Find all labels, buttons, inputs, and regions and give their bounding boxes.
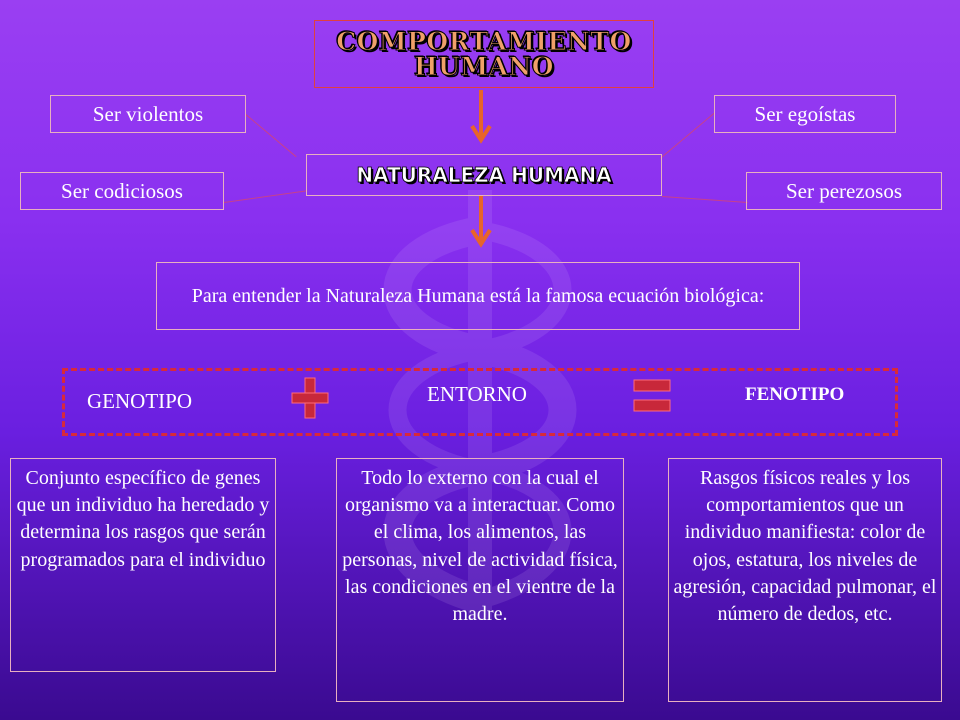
title-line-1: COMPORTAMIENTO [336, 27, 632, 56]
naturaleza-humana-box: NATURALEZA HUMANA [306, 154, 662, 196]
equation-intro-box: Para entender la Naturaleza Humana está la famosa ecuación biológica: [156, 262, 800, 330]
trait-egoistas: Ser egoístas [714, 95, 896, 133]
fenotipo-description: Rasgos físicos reales y los comportamientos que un individuo manifiesta: color de ojos, estatura, los niveles de agresión, capacidad pulmonar, el número de dedos, etc. [668, 458, 942, 702]
arrow-down-icon [470, 90, 492, 146]
plus-icon [290, 376, 330, 420]
genotipo-description: Conjunto específico de genes que un individuo ha heredado y determina los rasgos que serán programados para el individuo [10, 458, 276, 672]
trait-codiciosos: Ser codiciosos [20, 172, 224, 210]
connector-violentos [245, 114, 296, 157]
title-line-2: HUMANO [413, 52, 555, 81]
equals-icon [632, 378, 672, 414]
connector-perezosos [662, 196, 748, 203]
entorno-term: ENTORNO [427, 382, 527, 406]
connector-codiciosos [224, 190, 307, 203]
arrow-down-icon [470, 196, 492, 248]
genotipo-term: GENOTIPO [87, 389, 192, 413]
fenotipo-term: FENOTIPO [745, 384, 845, 405]
trait-perezosos: Ser perezosos [746, 172, 942, 210]
connector-egoistas [660, 113, 714, 159]
entorno-description: Todo lo externo con la cual el organismo va a interactuar. Como el clima, los alimentos, las personas, nivel de actividad física, las condiciones en el vientre de la madre. [336, 458, 624, 702]
trait-violentos: Ser violentos [50, 95, 246, 133]
title-box [314, 20, 654, 88]
